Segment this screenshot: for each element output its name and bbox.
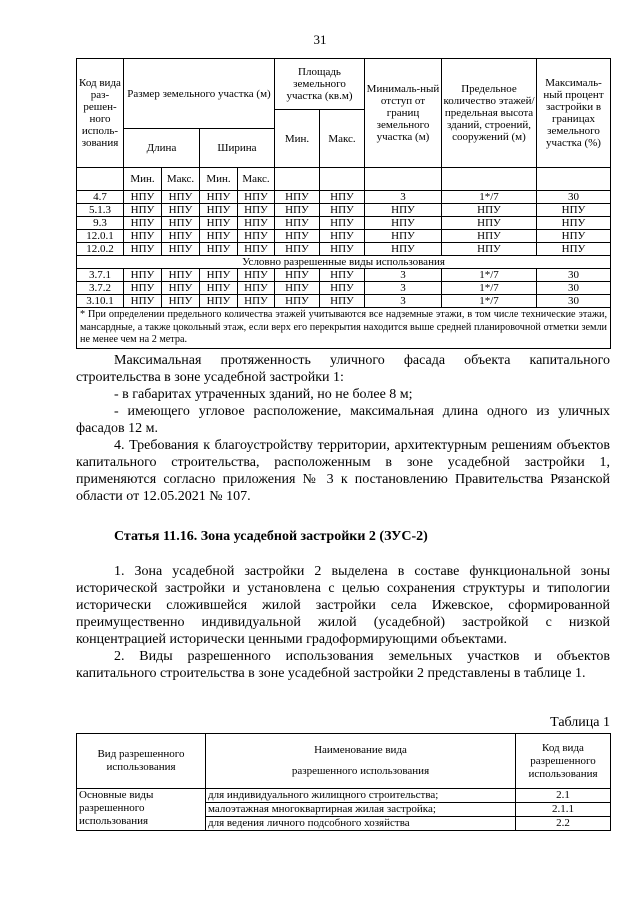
use-name: для индивидуального жилищного строительства; — [206, 789, 516, 803]
body-text-2 — [76, 563, 610, 682]
use-code: 2.2 — [516, 817, 611, 831]
cell-value: НПУ — [124, 191, 162, 204]
header-spacer — [442, 168, 537, 191]
paragraph-requirements: 4. Требования к благоустройству территории, архитектурным решениям объектов капитального строительства, расположенным в зоне усадебной застройки 1, применяются согласно приложения № 3 к постановлению Правительства Рязанской области от 12.05.2021 № 107. — [76, 438, 610, 504]
cell-value: 1*/7 — [442, 191, 537, 204]
cell-value: НПУ — [238, 217, 275, 230]
cell-value: НПУ — [320, 269, 365, 282]
paragraph-uses-intro: 2. Виды разрешенного использования земельных участков и объектов капитального строительства в зоне усадебной застройки 2 представлены в таблице 1. — [76, 649, 610, 681]
cell-value: НПУ — [275, 269, 320, 282]
paragraph-facade-length: Максимальная протяженность уличного фасада объекта капитального строительства в зоне усадебной застройки 1: — [76, 353, 610, 385]
cell-value: 1*/7 — [442, 282, 537, 295]
cell-value: НПУ — [320, 243, 365, 256]
cell-code: 3.7.1 — [77, 269, 124, 282]
header-area-min: Мин. — [275, 110, 320, 168]
cell-value: НПУ — [275, 295, 320, 308]
cell-value: НПУ — [200, 204, 238, 217]
cell-value: НПУ — [162, 243, 200, 256]
cell-value: НПУ — [537, 204, 611, 217]
cell-value: НПУ — [238, 282, 275, 295]
header-floors: Предельное количество этажей/ предельная высота зданий, строений, сооружений (м) — [442, 59, 537, 168]
header-area: Площадь земельного участка (кв.м) — [275, 59, 365, 110]
header-area-max: Макс. — [320, 110, 365, 168]
cell-value: НПУ — [124, 295, 162, 308]
cell-value: НПУ — [537, 230, 611, 243]
cell-value: НПУ — [365, 243, 442, 256]
page-number: 31 — [313, 32, 327, 47]
cell-value: НПУ — [320, 191, 365, 204]
table-row — [77, 191, 611, 204]
table-caption: Таблица 1 — [550, 715, 610, 730]
cell-value: НПУ — [238, 295, 275, 308]
cell-value: НПУ — [124, 230, 162, 243]
table-row — [77, 295, 611, 308]
permitted-uses-table — [76, 733, 611, 831]
cell-code: 3.7.2 — [77, 282, 124, 295]
cell-value: НПУ — [320, 295, 365, 308]
cell-value: НПУ — [275, 230, 320, 243]
cell-value: 3 — [365, 282, 442, 295]
group-main-uses: Основные виды разрешенного использования — [77, 789, 206, 831]
header-code-spacer — [77, 168, 124, 191]
cell-value: НПУ — [320, 217, 365, 230]
cell-value: НПУ — [442, 243, 537, 256]
cell-value: НПУ — [442, 230, 537, 243]
zoning-parameters-table — [76, 58, 611, 349]
header-width-max: Макс. — [238, 168, 275, 191]
header-spacer — [365, 168, 442, 191]
cell-code: 9.3 — [77, 217, 124, 230]
cell-code: 5.1.3 — [77, 204, 124, 217]
header-use-name — [206, 734, 516, 789]
cell-value: НПУ — [537, 243, 611, 256]
cell-value: НПУ — [162, 295, 200, 308]
cell-value: НПУ — [275, 243, 320, 256]
cell-value: НПУ — [162, 282, 200, 295]
cell-value: 3 — [365, 191, 442, 204]
cell-value: НПУ — [200, 230, 238, 243]
use-name: для ведения личного подсобного хозяйства — [206, 817, 516, 831]
cell-value: 1*/7 — [442, 295, 537, 308]
header-use-type: Вид разрешенного использования — [77, 734, 206, 789]
cell-code: 12.0.1 — [77, 230, 124, 243]
use-name: малоэтажная многоквартирная жилая застройка; — [206, 803, 516, 817]
cell-code: 12.0.2 — [77, 243, 124, 256]
header-spacer — [320, 168, 365, 191]
cell-value: 3 — [365, 295, 442, 308]
cell-value: НПУ — [124, 243, 162, 256]
header-length: Длина — [124, 129, 200, 168]
cell-value: НПУ — [365, 230, 442, 243]
cell-value: 30 — [537, 282, 611, 295]
paragraph-lost-buildings: - в габаритах утраченных зданий, но не более 8 м; — [114, 387, 413, 402]
use-code: 2.1.1 — [516, 803, 611, 817]
cell-value: НПУ — [200, 191, 238, 204]
cell-value: НПУ — [200, 295, 238, 308]
cell-value: 30 — [537, 191, 611, 204]
cell-value: НПУ — [200, 282, 238, 295]
table-footnote: * При определении предельного количества этажей учитываются все надземные этажи, в том числе технические этажи, мансардные, а также цокольный этаж, если верх его перекрытия находится выше средней планировочной отметки земли не менее чем на 2 метра. — [77, 308, 611, 349]
cell-value: НПУ — [162, 191, 200, 204]
cell-value: НПУ — [365, 204, 442, 217]
cell-code: 4.7 — [77, 191, 124, 204]
header-length-max: Макс. — [162, 168, 200, 191]
cell-value: НПУ — [238, 204, 275, 217]
cell-value: НПУ — [320, 204, 365, 217]
cell-value: НПУ — [124, 269, 162, 282]
cell-code: 3.10.1 — [77, 295, 124, 308]
paragraph-zone-description: 1. Зона усадебной застройки 2 выделена в составе функциональной зоны исторической застройки и установлена с целью сохранения структуры и типологии исторически сложившейся жилой застройки села Ижевское, сформированной преимущественно индивидуальной жилой (усадебной) застройкой с низкой концентрацией исторически ценными градоформирующими объектами. — [76, 564, 610, 647]
header-width-min: Мин. — [200, 168, 238, 191]
conditional-uses-label: Условно разрешенные виды использования — [77, 256, 611, 269]
cell-value: НПУ — [275, 282, 320, 295]
cell-value: НПУ — [537, 217, 611, 230]
header-length-min: Мин. — [124, 168, 162, 191]
table-row — [77, 204, 611, 217]
cell-value: 30 — [537, 269, 611, 282]
header-use-name-line2: разрешенного использования — [291, 765, 430, 777]
cell-value: НПУ — [162, 217, 200, 230]
cell-value: НПУ — [162, 269, 200, 282]
paragraph-corner-location: - имеющего угловое расположение, максимальная длина одного из уличных фасадов 12 м. — [76, 404, 610, 436]
cell-value: НПУ — [275, 204, 320, 217]
header-use-name-line1: Наименование вида — [314, 744, 407, 756]
cell-value: НПУ — [124, 217, 162, 230]
cell-value: НПУ — [275, 217, 320, 230]
cell-value: НПУ — [162, 204, 200, 217]
cell-value: НПУ — [162, 230, 200, 243]
cell-value: НПУ — [275, 191, 320, 204]
cell-value: НПУ — [200, 269, 238, 282]
cell-value: НПУ — [238, 269, 275, 282]
use-code: 2.1 — [516, 789, 611, 803]
header-size: Размер земельного участка (м) — [124, 59, 275, 129]
cell-value: НПУ — [320, 282, 365, 295]
cell-value: НПУ — [238, 230, 275, 243]
header-use-code: Код вида разрешенного использования — [516, 734, 611, 789]
cell-value: НПУ — [365, 217, 442, 230]
cell-value: 1*/7 — [442, 269, 537, 282]
header-code: Код вида раз-решен-ного исполь-зования — [77, 59, 124, 168]
table-row — [77, 269, 611, 282]
cell-value: НПУ — [124, 204, 162, 217]
cell-value: НПУ — [442, 217, 537, 230]
table-row — [77, 230, 611, 243]
cell-value: НПУ — [124, 282, 162, 295]
cell-value: НПУ — [200, 217, 238, 230]
article-heading: Статья 11.16. Зона усадебной застройки 2 (ЗУС-2) — [114, 529, 428, 544]
cell-value: НПУ — [200, 243, 238, 256]
table-row — [77, 217, 611, 230]
header-setback: Минималь-ный отступ от границ земельного участка (м) — [365, 59, 442, 168]
header-spacer — [275, 168, 320, 191]
cell-value: 30 — [537, 295, 611, 308]
table-row — [77, 243, 611, 256]
header-coverage: Максималь-ный процент застройки в границах земельного участка (%) — [537, 59, 611, 168]
cell-value: НПУ — [320, 230, 365, 243]
cell-value: НПУ — [442, 204, 537, 217]
cell-value: НПУ — [238, 191, 275, 204]
header-width: Ширина — [200, 129, 275, 168]
header-spacer — [537, 168, 611, 191]
cell-value: 3 — [365, 269, 442, 282]
body-text-1 — [76, 352, 610, 505]
table-row — [77, 282, 611, 295]
cell-value: НПУ — [238, 243, 275, 256]
